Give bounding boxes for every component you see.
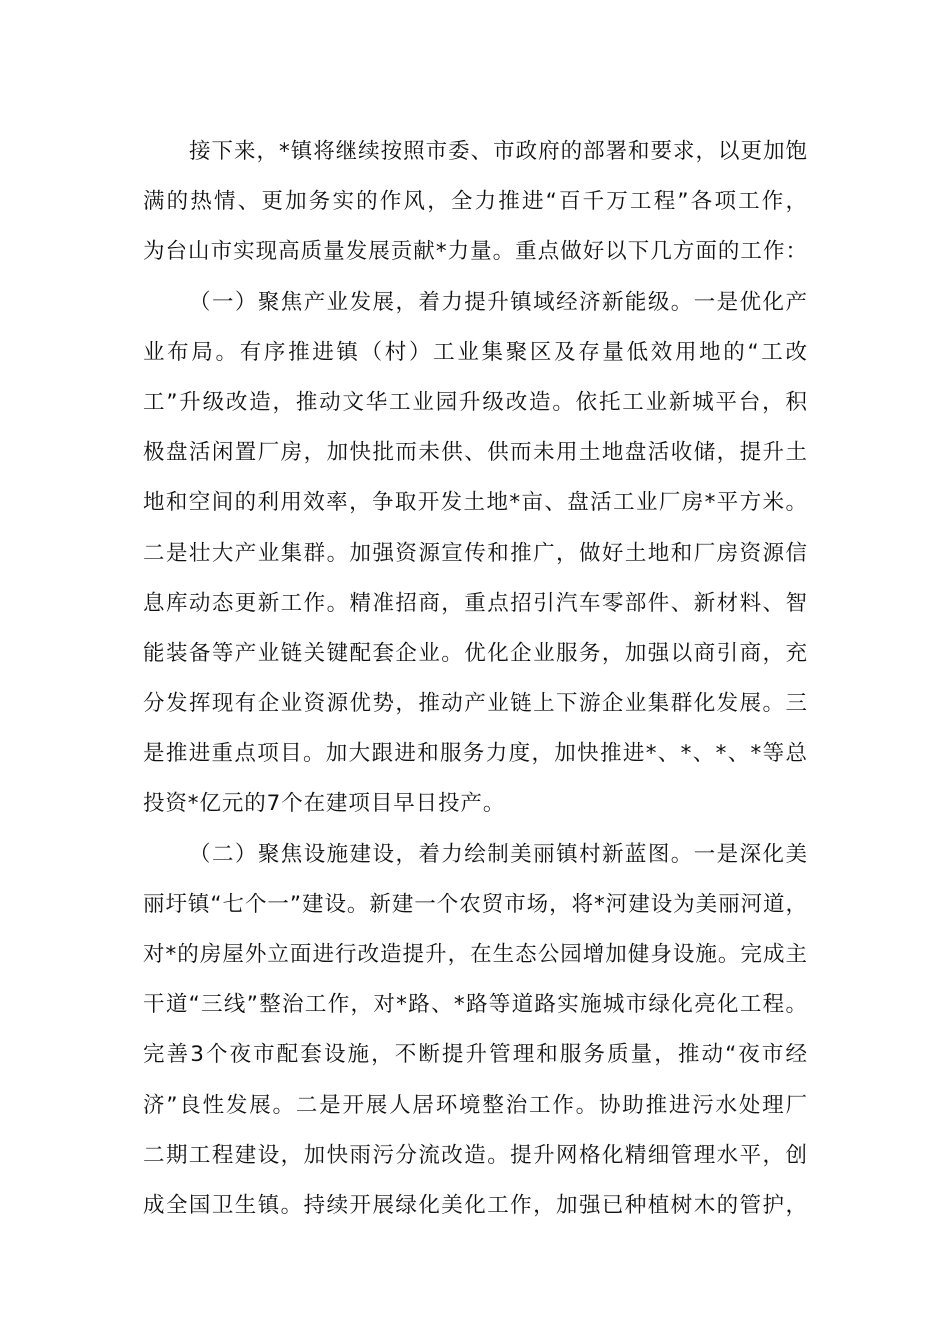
text-line: 地和空间的利用效率，争取开发土地*亩、盘活工业厂房*平方米。 bbox=[143, 490, 807, 516]
text-line: 分发挥现有企业资源优势，推动产业链上下游企业集群化发展。三 bbox=[143, 691, 807, 717]
text-line: 投资*亿元的7个在建项目早日投产。 bbox=[143, 791, 506, 817]
text-line: 成全国卫生镇。持续开展绿化美化工作，加强已种植树木的管护， bbox=[143, 1192, 807, 1218]
text-line: （二）聚焦设施建设，着力绘制美丽镇村新蓝图。一是深化美 bbox=[189, 841, 807, 867]
text-line: 是推进重点项目。加大跟进和服务力度，加快推进*、*、*、*等总 bbox=[143, 741, 807, 767]
text-line: 二期工程建设，加快雨污分流改造。提升网格化精细管理水平，创 bbox=[143, 1142, 807, 1168]
text-line: （一）聚焦产业发展，着力提升镇域经济新能级。一是优化产 bbox=[189, 289, 807, 315]
text-line: 丽圩镇“七个一”建设。新建一个农贸市场，将*河建设为美丽河道， bbox=[143, 891, 807, 917]
text-line: 极盘活闲置厂房，加快批而未供、供而未用土地盘活收储，提升土 bbox=[143, 440, 807, 466]
text-line: 为台山市实现高质量发展贡献*力量。重点做好以下几方面的工作： bbox=[143, 239, 807, 265]
paragraph bbox=[143, 830, 807, 1232]
text-line: 工”升级改造，推动文华工业园升级改造。依托工业新城平台，积 bbox=[143, 389, 807, 415]
text-line: 接下来，*镇将继续按照市委、市政府的部署和要求，以更加饱 bbox=[189, 139, 807, 164]
paragraph bbox=[143, 278, 807, 830]
text-line: 二是壮大产业集群。加强资源宣传和推广，做好土地和厂房资源信 bbox=[143, 540, 807, 566]
text-line: 干道“三线”整治工作，对*路、*路等道路实施城市绿化亮化工程。 bbox=[143, 992, 807, 1018]
text-line: 能装备等产业链关键配套企业。优化企业服务，加强以商引商，充 bbox=[143, 640, 807, 666]
text-line: 业布局。有序推进镇（村）工业集聚区及存量低效用地的“工改 bbox=[143, 339, 807, 365]
text-line: 对*的房屋外立面进行改造提升，在生态公园增加健身设施。完成主 bbox=[143, 942, 807, 967]
text-line: 息库动态更新工作。精准招商，重点招引汽车零部件、新材料、智 bbox=[143, 590, 807, 616]
text-line: 济”良性发展。二是开展人居环境整治工作。协助推进污水处理厂 bbox=[143, 1092, 807, 1118]
text-line: 完善3个夜市配套设施，不断提升管理和服务质量，推动“夜市经 bbox=[143, 1042, 807, 1068]
paragraph bbox=[143, 127, 807, 278]
text-line: 满的热情、更加务实的作风，全力推进“百千万工程”各项工作， bbox=[143, 189, 807, 215]
document-page bbox=[143, 127, 807, 1231]
